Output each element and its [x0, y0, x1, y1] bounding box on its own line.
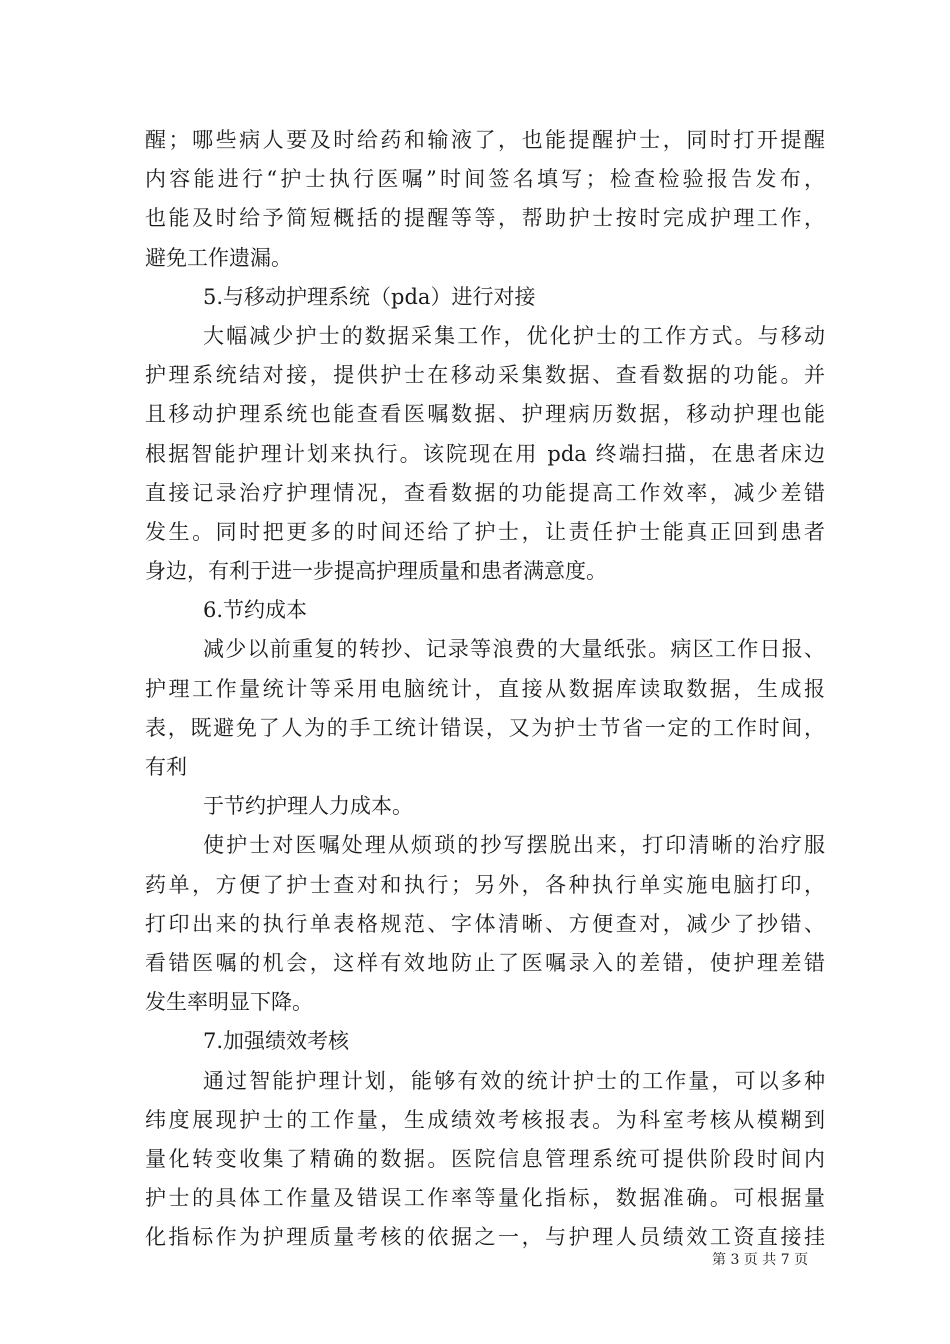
text-line: 护理工作量统计等采用电脑统计，直接从数据库读取数据，生成报 — [145, 676, 825, 701]
text-line: 且移动护理系统也能查看医嘱数据、护理病历数据，移动护理也能 — [145, 402, 825, 427]
text-line: 于节约护理人力成本。 — [203, 794, 413, 819]
text-line: 打印出来的执行单表格规范、字体清晰、方便查对，减少了抄错、 — [145, 911, 825, 936]
text-line: 避免工作遗漏。 — [145, 245, 292, 270]
text-line: 5.与移动护理系统（pda）进行对接 — [203, 284, 536, 309]
text-line: 有利 — [145, 755, 187, 779]
text-line: 表，既避免了人为的手工统计错误，又为护士节省一定的工作时间， — [145, 715, 825, 740]
text-line: 减少以前重复的转抄、记录等浪费的大量纸张。病区工作日报、 — [203, 637, 825, 662]
text-line: 发生率明显下降。 — [145, 990, 313, 1015]
text-line: 也能及时给予简短概括的提醒等等，帮助护士按时完成护理工作， — [145, 206, 825, 231]
text-line: 醒；哪些病人要及时给药和输液了，也能提醒护士，同时打开提醒 — [145, 128, 825, 152]
text-line: 身边，有利于进一步提高护理质量和患者满意度。 — [145, 559, 607, 584]
text-line: 护理系统结对接，提供护士在移动采集数据、查看数据的功能。并 — [145, 363, 825, 388]
text-line: 药单，方便了护士查对和执行；另外，各种执行单实施电脑打印， — [145, 872, 825, 897]
text-line: 发生。同时把更多的时间还给了护士，让责任护士能真正回到患者 — [145, 519, 825, 544]
text-line: 使护士对医嘱处理从烦琐的抄写摆脱出来，打印清晰的治疗服 — [203, 833, 825, 858]
text-line: 看错医嘱的机会，这样有效地防止了医嘱录入的差错，使护理差错 — [145, 950, 825, 975]
text-line: 化指标作为护理质量考核的依据之一，与护理人员绩效工资直接挂 — [145, 1225, 825, 1250]
document-body — [145, 121, 825, 1257]
text-line: 直接记录治疗护理情况，查看数据的功能提高工作效率，减少差错 — [145, 480, 825, 505]
text-line: 7.加强绩效考核 — [203, 1029, 350, 1054]
text-line: 6.节约成本 — [203, 598, 308, 623]
text-line: 护士的具体工作量及错误工作率等量化指标，数据准确。可根据量 — [145, 1186, 825, 1211]
text-line: 通过智能护理计划，能够有效的统计护士的工作量，可以多种 — [203, 1068, 825, 1093]
text-line: 内容能进行“护士执行医嘱”时间签名填写；检查检验报告发布， — [145, 167, 825, 192]
text-line: 根据智能护理计划来执行。该院现在用 pda 终端扫描，在患者床边 — [145, 441, 825, 466]
page-number: 第 3 页 共 7 页 — [712, 1252, 809, 1268]
text-line: 纬度展现护士的工作量，生成绩效考核报表。为科室考核从模糊到 — [145, 1107, 825, 1132]
text-line: 大幅减少护士的数据采集工作，优化护士的工作方式。与移动 — [203, 323, 825, 348]
text-line: 量化转变收集了精确的数据。医院信息管理系统可提供阶段时间内 — [145, 1146, 825, 1171]
